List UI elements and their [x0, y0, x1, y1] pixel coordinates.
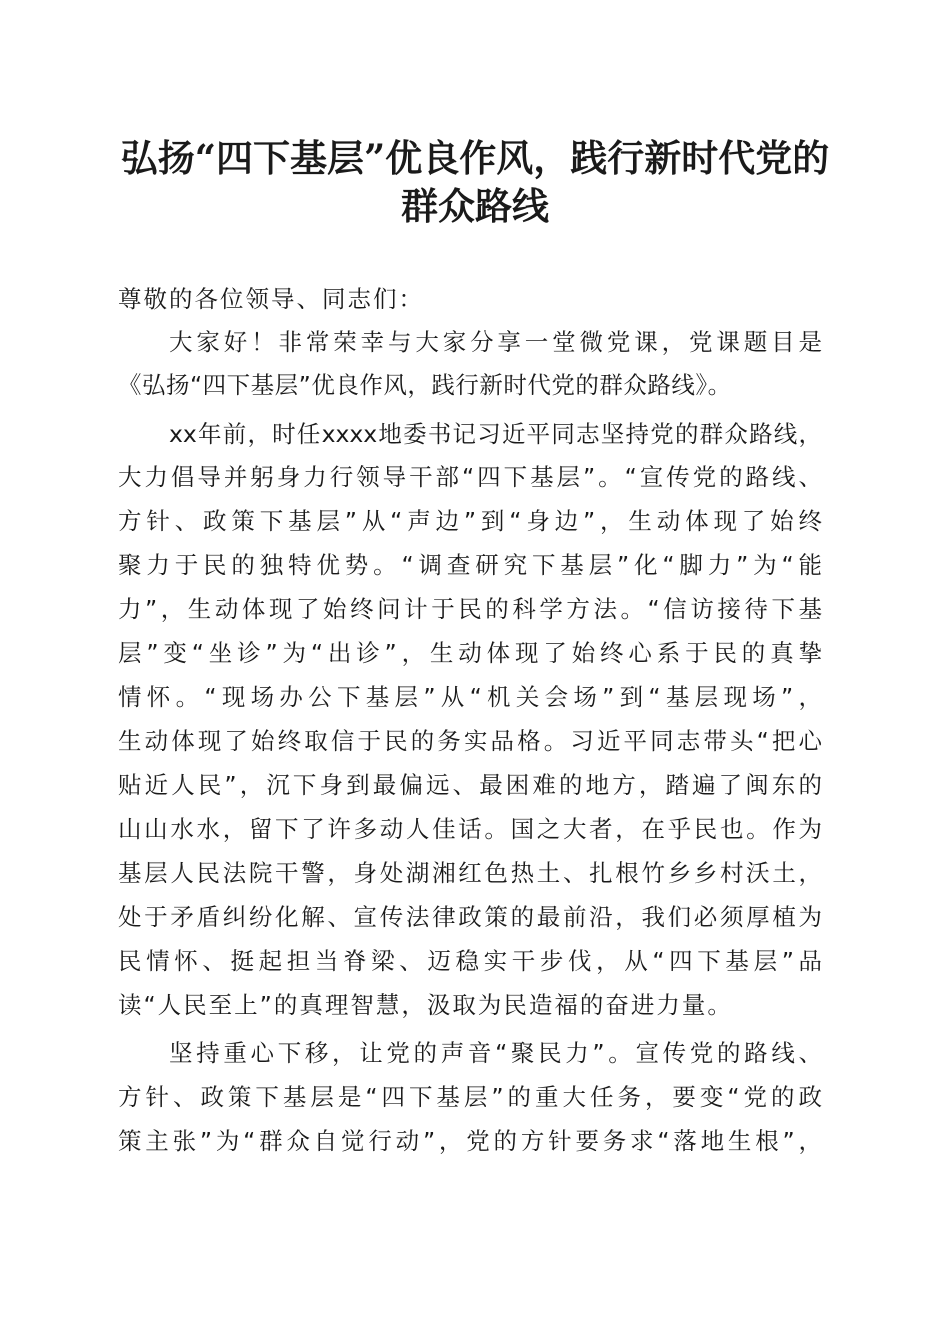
paragraph-line: 贴近人民”，沉下身到最偏远、最困难的地方，踏遍了闽东的 — [118, 771, 822, 799]
paragraph-line: 坚持重心下移，让党的声音“聚民力”。宣传党的路线、 — [169, 1039, 822, 1067]
document-title-line-2: 群众路线 — [401, 184, 549, 228]
paragraph-line: 《弘扬“四下基层”优良作风，践行新时代党的群众路线》。 — [118, 371, 732, 399]
paragraph-line: 情怀。“现场办公下基层”从“机关会场”到“基层现场”， — [118, 683, 822, 711]
paragraph-line: 读“人民至上”的真理智慧，汲取为民造福的奋进力量。 — [118, 991, 733, 1019]
salutation: 尊敬的各位领导、同志们： — [118, 285, 424, 313]
paragraph-line: xx年前，时任xxxx地委书记习近平同志坚持党的群众路线， — [169, 420, 822, 448]
paragraph-line: 基层人民法院干警，身处湖湘红色热土、扎根竹乡乡村沃土， — [118, 859, 822, 887]
paragraph-line: 生动体现了始终取信于民的务实品格。习近平同志带头“把心 — [118, 727, 822, 755]
paragraph-line: 策主张”为“群众自觉行动”，党的方针要务求“落地生根”， — [118, 1127, 822, 1155]
paragraph-line: 层”变“坐诊”为“出诊”，生动体现了始终心系于民的真挚 — [118, 639, 822, 667]
paragraph-line: 山山水水，留下了许多动人佳话。国之大者，在乎民也。作为 — [118, 815, 822, 843]
paragraph-line: 方针、政策下基层是“四下基层”的重大任务，要变“党的政 — [118, 1083, 822, 1111]
document-title-line-1: 弘扬“四下基层”优良作风，践行新时代党的 — [120, 136, 830, 180]
paragraph-line: 聚力于民的独特优势。“调查研究下基层”化“脚力”为“能 — [118, 551, 822, 579]
paragraph-line: 民情怀、挺起担当脊梁、迈稳实干步伐，从“四下基层”品 — [118, 947, 822, 975]
paragraph-line: 大家好！非常荣幸与大家分享一堂微党课，党课题目是 — [169, 328, 822, 356]
paragraph-line: 处于矛盾纠纷化解、宣传法律政策的最前沿，我们必须厚植为 — [118, 903, 822, 931]
paragraph-line: 大力倡导并躬身力行领导干部“四下基层”。“宣传党的路线、 — [118, 463, 822, 491]
paragraph-line: 力”，生动体现了始终问计于民的科学方法。“信访接待下基 — [118, 595, 822, 623]
paragraph-line: 方针、政策下基层”从“声边”到“身边”，生动体现了始终 — [118, 507, 822, 535]
